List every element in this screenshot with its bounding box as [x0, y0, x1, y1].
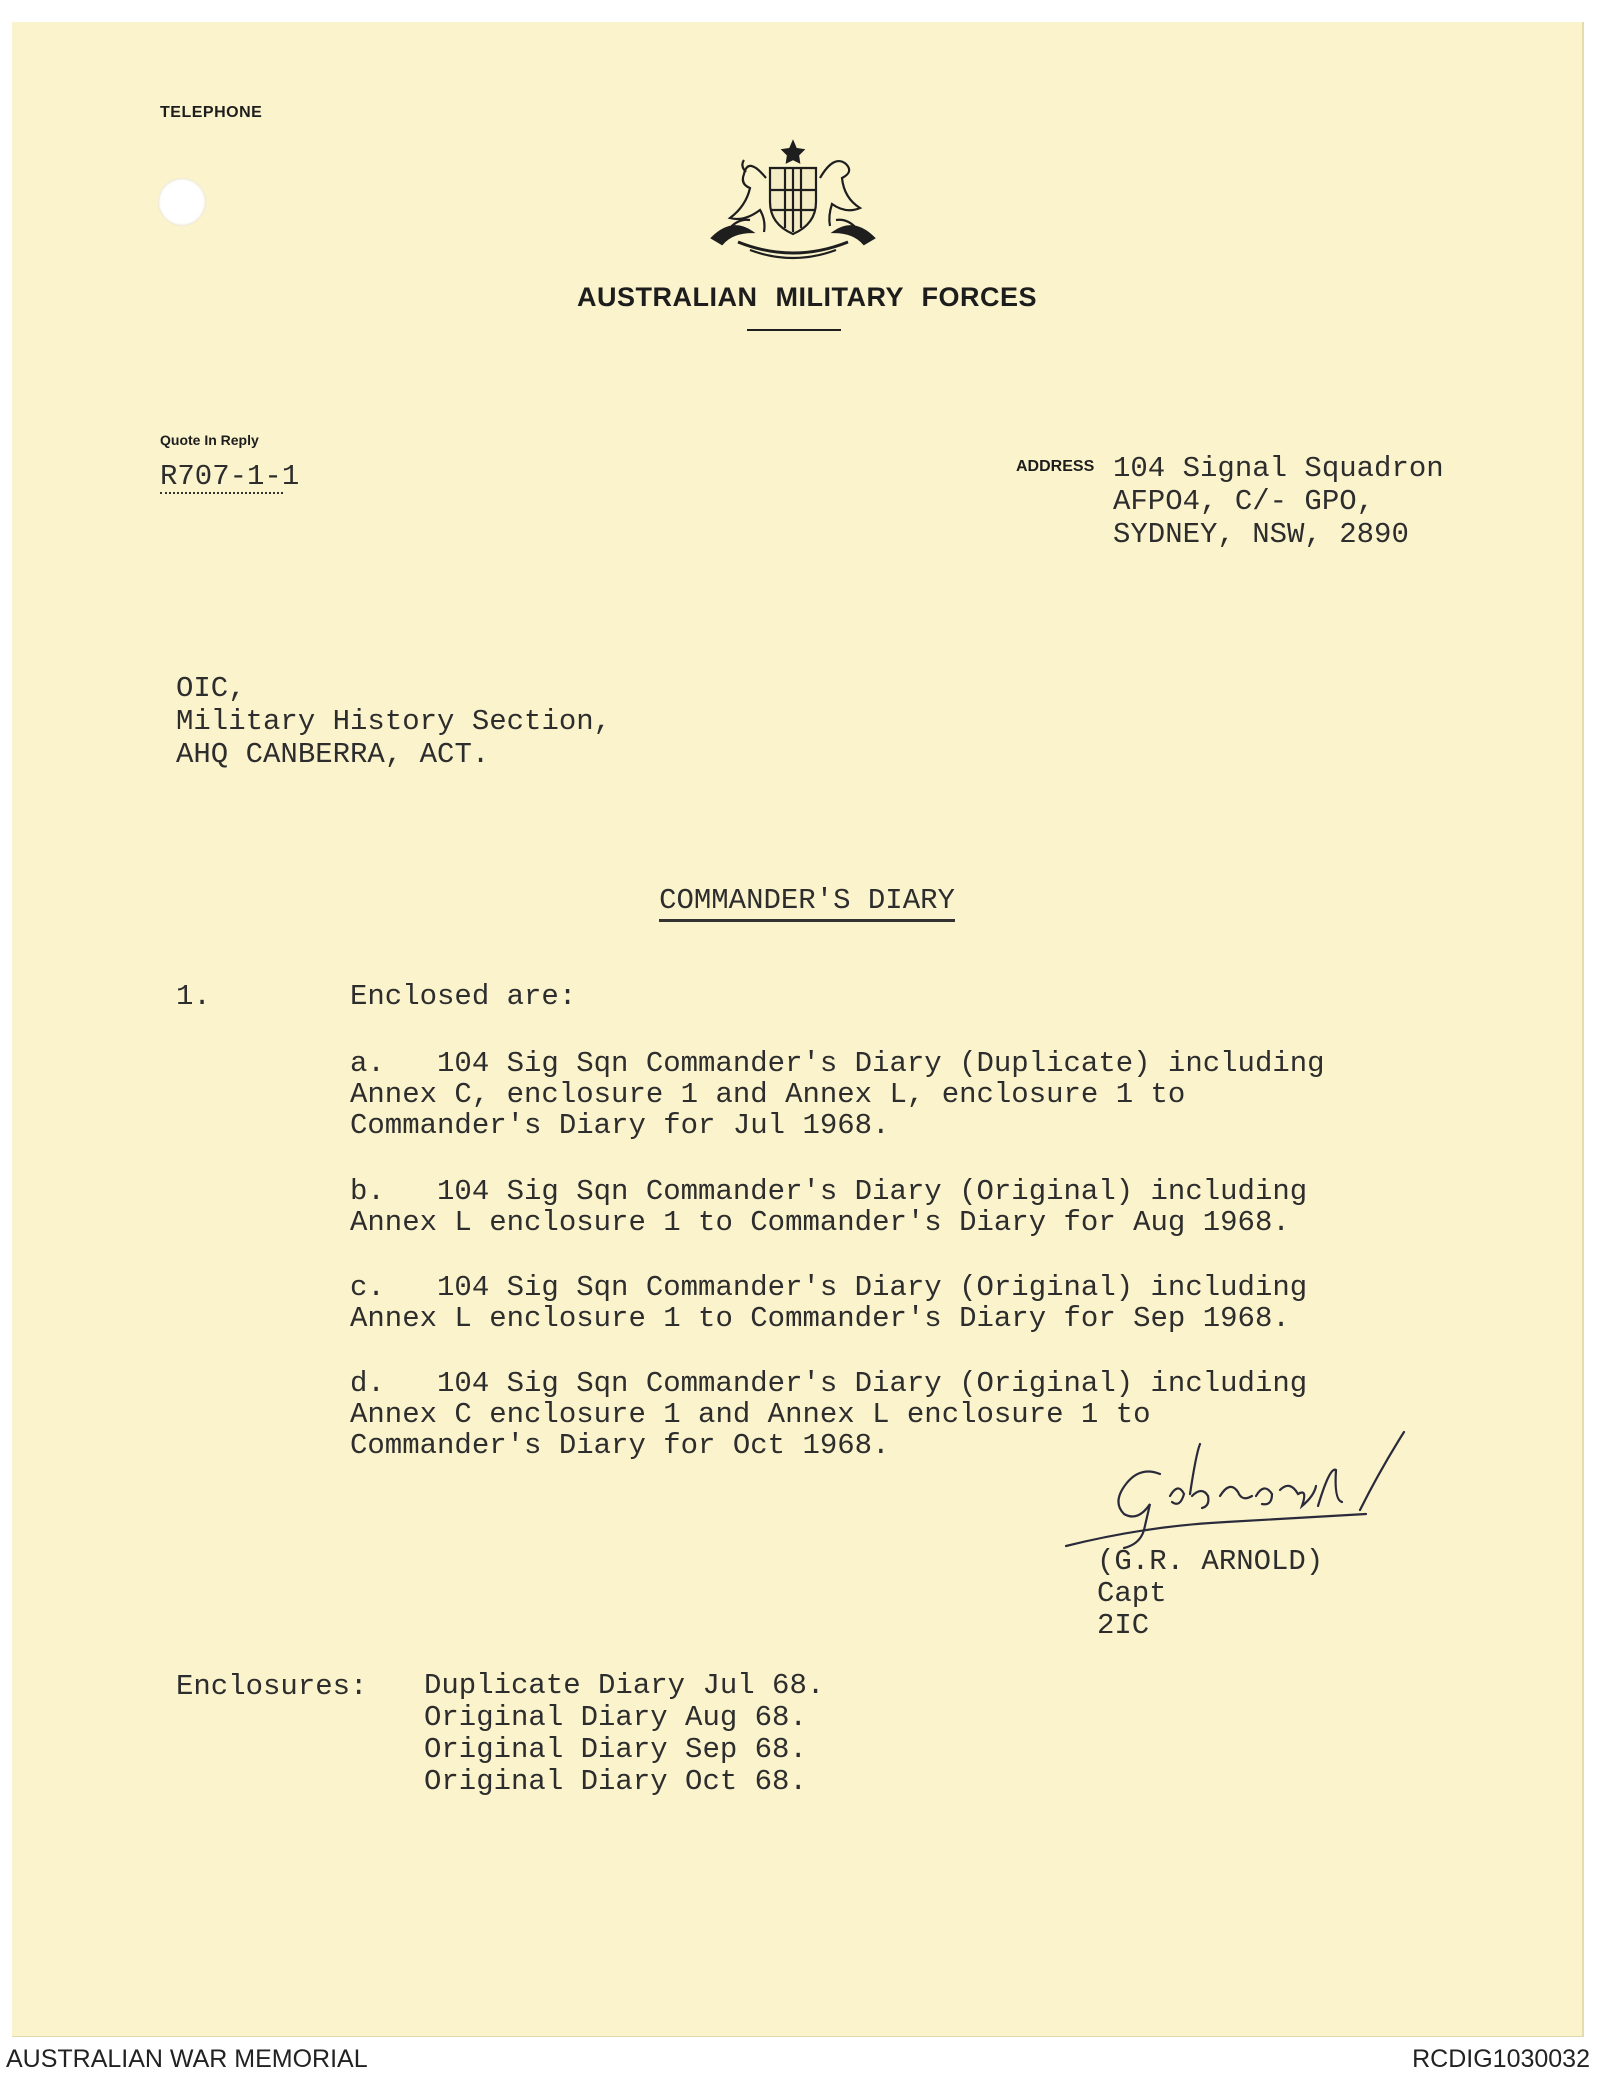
paragraph-number: 1.	[176, 980, 211, 1013]
signature-block: (G.R. ARNOLD) Capt 2IC	[1097, 1545, 1324, 1642]
letterhead-heading: AUSTRALIAN MILITARY FORCES	[577, 282, 1037, 312]
enclosure-item-d: d. 104 Sig Sqn Commander's Diary (Original) including Annex C enclosure 1 and Annex L enclosure 1 to Commander's Diary for Oct 1968.	[350, 1367, 1308, 1462]
enclosure-item-b: b. 104 Sig Sqn Commander's Diary (Original) including Annex L enclosure 1 to Commander's Diary for Aug 1968.	[350, 1175, 1308, 1239]
enclosure-item-a: a. 104 Sig Sqn Commander's Diary (Duplicate) including Annex C, enclosure 1 and Annex L, enclosure 1 to Commander's Diary for Jul 1968.	[350, 1047, 1325, 1142]
telephone-label: TELEPHONE	[160, 104, 263, 121]
quote-in-reply-label: Quote In Reply	[160, 432, 259, 448]
enclosures-list: Duplicate Diary Jul 68. Original Diary Aug 68. Original Diary Sep 68. Original Diary Oct 68.	[424, 1669, 825, 1798]
footer-source: AUSTRALIAN WAR MEMORIAL	[6, 2045, 368, 2073]
footer-record-id: RCDIG1030032	[1412, 2045, 1590, 2073]
enclosure-item-c: c. 104 Sig Sqn Commander's Diary (Original) including Annex L enclosure 1 to Commander's Diary for Sep 1968.	[350, 1271, 1308, 1335]
subject-line	[0, 884, 1614, 917]
reference-number: R707-1-1	[160, 460, 300, 493]
recipient-address: OIC, Military History Section, AHQ CANBERRA, ACT.	[176, 672, 612, 771]
paragraph-intro: Enclosed are:	[350, 980, 577, 1013]
handwritten-signature	[1060, 1430, 1420, 1560]
heading-rule	[747, 329, 841, 331]
punch-hole	[158, 178, 206, 226]
sender-address: 104 Signal Squadron AFPO4, C/- GPO, SYDNEY, NSW, 2890	[1113, 452, 1444, 551]
address-label: ADDRESS	[1016, 458, 1095, 475]
coat-of-arms-icon	[708, 138, 878, 266]
subject-text: COMMANDER'S DIARY	[659, 884, 955, 922]
enclosures-label: Enclosures:	[176, 1670, 368, 1703]
reference-underline	[160, 492, 283, 494]
